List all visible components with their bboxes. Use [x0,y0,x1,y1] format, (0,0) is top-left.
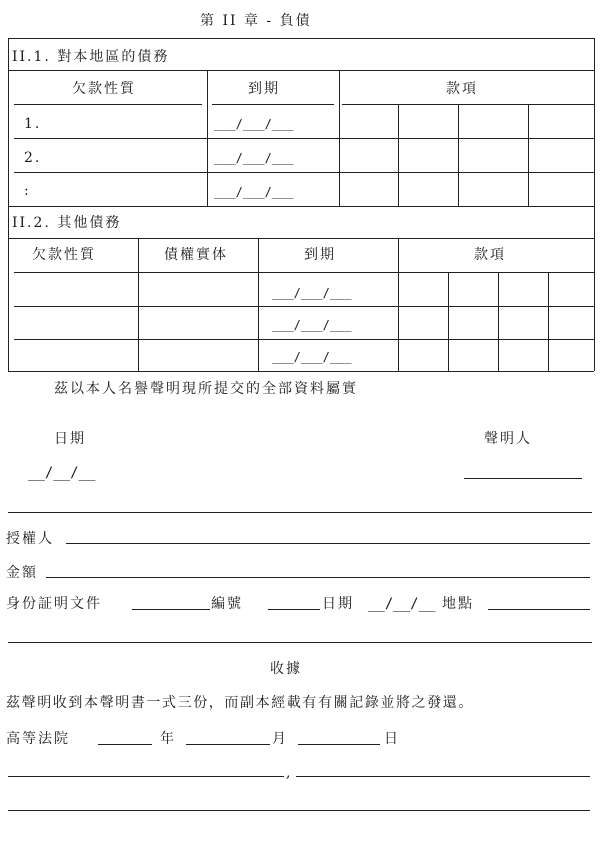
declaration-date-label: 日期 [54,431,86,447]
section2-row-due[interactable]: ___/___/___ [272,286,352,300]
section2-row-due[interactable]: ___/___/___ [272,318,352,332]
section1-col-divider [398,104,399,206]
declarant-label: 聲明人 [484,431,532,447]
authorized-person-line[interactable] [66,543,590,544]
section1-row-rule [14,172,594,173]
receipt-title: 收據 [270,661,302,677]
section2-header-rule [14,272,594,273]
declarant-signature-line[interactable] [464,478,582,479]
chapter-title: 第 II 章 - 負債 [200,13,312,29]
section1-row-due[interactable]: ___/___/___ [214,185,294,199]
section1-header-underline-1 [14,104,202,105]
section2-row-rule [14,339,594,340]
section2-col-divider [138,238,139,371]
declaration-separator [8,512,592,513]
section2-header-nature: 欠款性質 [32,247,96,263]
declaration-statement: 茲以本人名譽聲明現所提交的全部資料屬實 [54,381,358,397]
section1-row-label: : [24,183,31,199]
amount-label: 金額 [6,565,38,581]
section2-col-divider [398,238,399,371]
year-label: 年 [160,731,176,747]
section2-row-due[interactable]: ___/___/___ [272,350,352,364]
signature-comma: , [286,765,293,781]
section1-row-due[interactable]: ___/___/___ [214,151,294,165]
section1-header-due: 到期 [248,81,280,97]
section1-row-due[interactable]: ___/___/___ [214,117,294,131]
section1-col-divider [528,104,529,206]
court-label: 高等法院 [6,731,70,747]
title-rule [8,38,594,39]
section2-header-amount: 款項 [474,247,506,263]
bottom-line[interactable] [8,810,590,811]
id-number-label: 編號 [211,596,243,612]
section1-header-amount: 款項 [446,81,478,97]
section1-header-nature: 欠款性質 [72,81,136,97]
amount-line[interactable] [46,577,590,578]
month-line[interactable] [298,744,380,745]
section1-row-rule [14,138,594,139]
day-label: 日 [384,731,400,747]
section2-col-divider [258,238,259,371]
section1-row-label: 1. [24,116,42,132]
authorization-separator [8,642,592,643]
signature-line-left[interactable] [8,776,284,777]
id-document-line[interactable] [132,609,210,610]
section2-rule [8,238,594,239]
form-left-border [8,38,9,371]
authorized-person-label: 授權人 [6,531,54,547]
section1-header-underline-2 [212,104,334,105]
form-right-border [594,38,595,371]
receipt-text: 茲聲明收到本聲明書一式三份，而副本經載有有關記錄並將之發還。 [6,695,474,711]
section1-title: II.1. 對本地區的債務 [12,49,170,65]
id-document-label: 身份証明文件 [6,596,102,612]
section2-col-divider [498,272,499,371]
section1-col-divider [458,104,459,206]
court-line[interactable] [98,744,152,745]
signature-line-right[interactable] [296,776,590,777]
section1-row-rule [8,206,594,207]
section2-header-due: 到期 [304,247,336,263]
section1-row-label: 2. [24,150,42,166]
section1-rule [8,70,594,71]
section2-title: II.2. 其他債務 [12,215,122,231]
year-line[interactable] [186,744,270,745]
declaration-date-blank[interactable]: __/__/__ [28,465,96,481]
place-label: 地點 [442,596,474,612]
id-number-line[interactable] [268,609,320,610]
section2-header-creditor: 債權實体 [164,247,228,263]
section1-header-underline-3 [342,104,594,105]
id-date-label: 日期 [322,596,354,612]
id-date-blank[interactable]: __/__/__ [368,596,436,612]
section2-row-rule [8,371,594,372]
month-label: 月 [272,731,288,747]
place-line[interactable] [488,609,590,610]
section2-col-divider [448,272,449,371]
section2-col-divider [548,272,549,371]
section2-row-rule [14,306,594,307]
